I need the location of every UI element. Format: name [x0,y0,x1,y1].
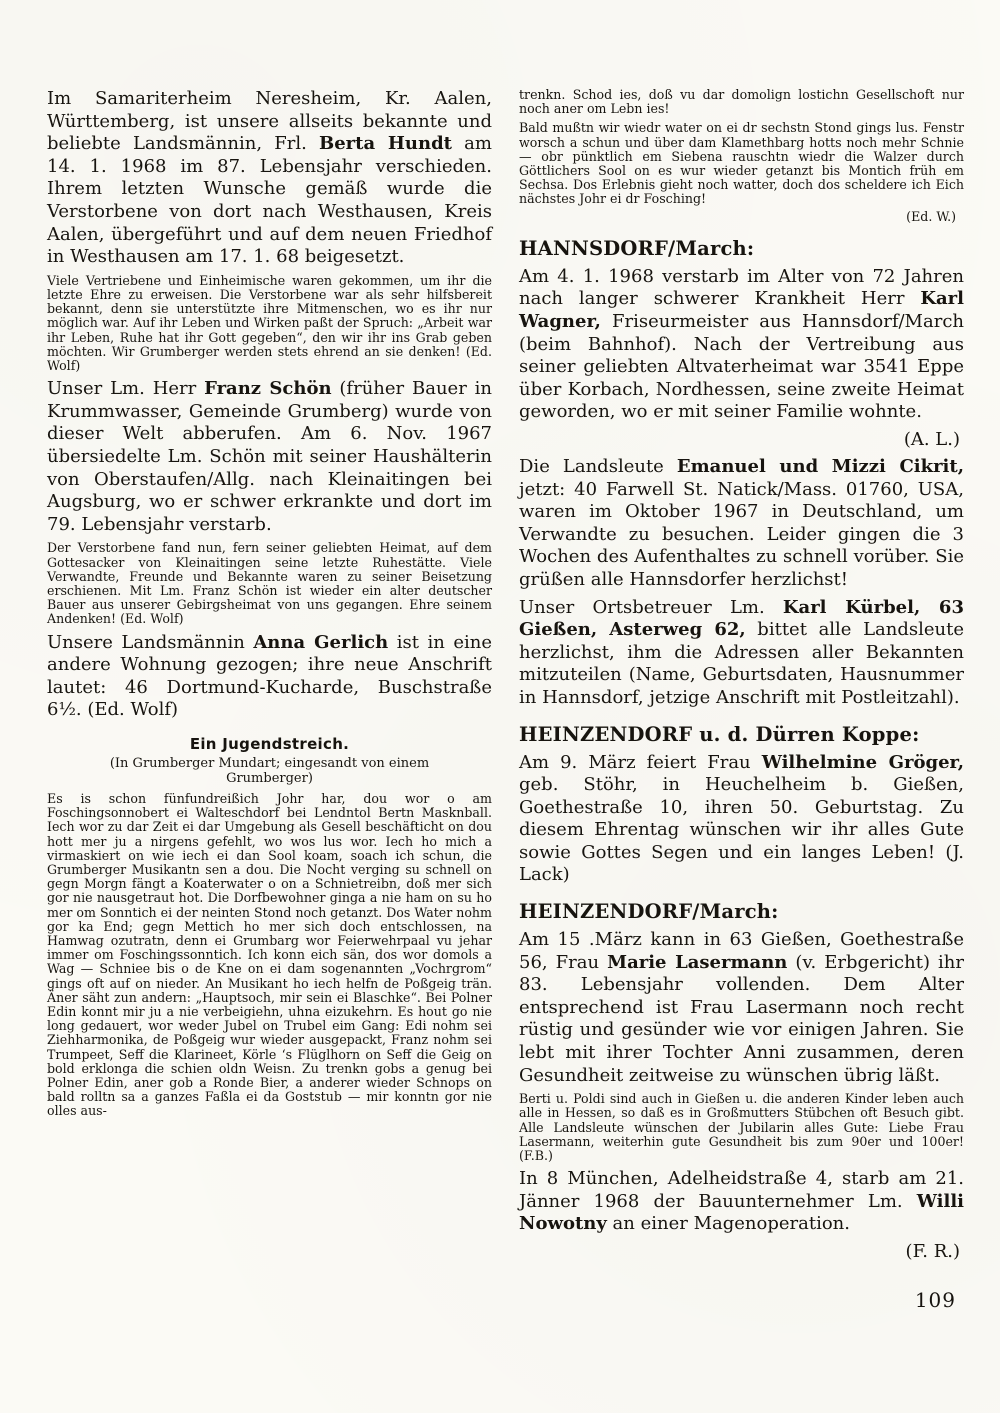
notice-groeger-text-pre: Am 9. März feiert Frau [519,751,762,773]
notice-groeger-text-post: geb. Stöhr, in Heuchelheim b. Gießen, Goethestraße 10, ihren 50. Geburtstag. Zu diesem Ehrentag wünschen wir ihr alles Gute sowie Gottes Segen und ein langes Leben! (J. Lack) [519,774,964,886]
person-name-lasermann: Marie Lasermann [607,951,788,973]
notice-lasermann-birthday [519,929,964,1087]
notice-anna-gerlich-text-post: ist in eine andere Wohnung gezogen; ihre neue Anschrift lautet: 46 Dortmund-Kucharde, Buschstraße 6½. (Ed. Wolf) [47,631,492,721]
notice-kuerbel-text-pre: Unser Ortsbetreuer Lm. [519,596,783,618]
obituary-berta-hundt-text-post: am 14. 1. 1968 im 87. Lebensjahr verschieden. Ihrem letzten Wunsche gemäß wurde die Verstorbene von dort nach Westhausen, Kreis Aalen, übergeführt und auf dem neuen Friedhof in Westhausen am 17. 1. 68 beigesetzt. [47,133,492,268]
story-continuation-1: trenkn. Schod ies, doß vu dar domolign lostichn Gesellschoft nur noch aner om Lebn ies! [519,87,964,117]
obituary-berta-hundt-note: Viele Vertriebene und Einheimische waren gekommen, um ihr die letzte Ehre zu erweisen. Die Verstorbene war als sehr hilfsbereit bekannt, denn sie unterstützte ihre Mitmenschen, wo es ihr nur möglich war. Auf ihr Leben und Wirken paßt der Spruch: „Arbeit war ihr Leben, Ruhe hat ihr Gott gegeben“, den wir ihr ins Grab geben möchten. Wir Grumberger werden stets ehrend an sie denken! (Ed. Wolf) [47,272,492,373]
right-column [519,88,964,1268]
left-column [47,88,492,1268]
section-heading-heinzendorf-march: HEINZENDORF/March: [519,900,779,924]
notice-lasermann-note: Berti u. Poldi sind auch in Gießen u. die anderen Kinder leben auch alle in Hessen, so daß es in Großmutters Stübchen oft Besuch gibt. Alle Landsleute wünschen der Jubilarin alles Gute: Liebe Frau Lasermann, weiterhin gute Gesundheit bis zum 90er und 100er! (F.B.) [519,1091,964,1164]
section-heading-hannsdorf: HANNSDORF/March: [519,236,755,260]
obituary-karl-wagner-text-pre: Am 4. 1. 1968 verstarb im Alter von 72 Jahren nach langer schwerer Krankheit Herr [519,265,964,310]
person-name-cikrit: Emanuel und Mizzi Cikrit, [676,455,964,477]
obituary-berta-hundt [47,88,492,269]
notice-anna-gerlich [47,632,492,722]
notice-cikrit-text-post: jetzt: 40 Farwell St. Natick/Mass. 01760, USA, waren im Oktober 1967 in Deutschland, um Verwandte zu besuchen. Leider gingen die 3 Wochen des Aufenthaltes zu schnell vorüber. Sie grüßen alle Hannsdorfer herzlichst! [519,478,964,590]
person-name-kuerbel: Karl Kürbel, 63 Gießen, Asterweg 62, [519,596,964,641]
section-heading-heinzendorf-koppe: HEINZENDORF u. d. Dürren Koppe: [519,722,920,746]
obituary-franz-schoen [47,378,492,536]
notice-anna-gerlich-text-pre: Unsere Landsmännin [47,631,254,653]
page-number: 109 [914,1288,956,1312]
person-name-groeger: Wilhelmine Gröger, [761,751,964,773]
story-continuation-2: Bald mußtn wir wiedr water on ei dr sechstn Stond gings lus. Fenstr worsch a schun und über dam Klamethbarg hotts noch mehr Schnie — obr pünktlich em Siebena rauschtn wiedr die Walzer durch Göttlichers Sool on es wur wieder getanzt bis Montich früh em Sechsa. Dos Erlebnis gieht noch watter, doch dos scheldere ich Eich nächstes Johr ei dr Fosching! [519,120,964,207]
obituary-karl-wagner [519,266,964,424]
person-name-berta-hundt: Berta Hundt [319,133,452,155]
obituary-franz-schoen-note: Der Verstorbene fand nun, fern seiner geliebten Heimat, auf dem Gottesacker von Kleinaitingen seine letzte Ruhestätte. Viele Verwandte, Freunde und Bekannte waren zu seiner Beisetzung erschienen. Mit Lm. Franz Schön ist wieder ein alter deutscher Bauer aus unserer Gebirgsheimat von uns gegangen. Ehre seinem Andenken! (Ed. Wolf) [47,540,492,627]
notice-lasermann-text-pre: Am 15 .März kann in 63 Gießen, Goethestraße 56, Frau [519,929,964,973]
notice-kuerbel-request [519,597,964,710]
notice-lasermann-text-post: (v. Erbgericht) ihr 83. Lebensjahr vollenden. Dem Alter entsprechend ist Frau Lasermann noch recht rüstig und gesünder wie vor einigen Jahren. Sie lebt mit ihrer Tochter Anni zusammen, deren Gesundheit zeitweise zu wünschen übrig läßt. [519,951,964,1086]
person-name-franz-schoen: Franz Schön [204,378,332,400]
obituary-karl-wagner-text-post: Friseurmeister aus Hannsdorf/March (beim Bahnhof). Nach der Vertreibung aus seiner geliebten Altvaterheimat war 3541 Eppe über Korbach, Nordhessen, seine zweite Heimat geworden, wo er mit seiner Familie wohnte. [519,311,964,423]
person-name-karl-wagner: Karl Wagner, [519,288,964,333]
notice-kuerbel-text-post: bittet alle Landsleute herzlichst, ihm die Adressen aller Bekannten mitzuteilen (Name, Geburtsdaten, Hausnummer in Hannsdorf, jetzige Anschrift mit Postleitzahl). [519,619,965,708]
wagner-signature: (A. L.) [903,428,960,450]
person-name-nowotny: Willi Nowotny [519,1190,964,1235]
story-subtitle: (In Grumberger Mundart; eingesandt von einem Grumberger) [109,755,430,787]
obituary-willi-nowotny [519,1168,964,1236]
notice-cikrit-text-pre: Die Landsleute [519,455,677,477]
story-signature: (Ed. W.) [906,208,956,224]
nowotny-signature: (F. R.) [905,1241,960,1263]
notice-groeger-birthday [519,752,964,888]
story-body-dialect: Es is schon fünfundreißich Johr har, dou wor o am Foschingsonnobert ei Walteschdorf bei Lendntol Bertn Masknball. Iech wor zu dar Zeit ei dar Umgebung als Gesell beschäfticht on dou hott mer ju a nirgens gefehlt, wo wos lus wor. Iech ho mich a virmaskiert on wie iech ei dan Sool koam, soach ich schun, die Grumberger Musikantn sen a dou. Die Nocht verging su schnell on gegn Morgn fängt a Koaterwater o on a Schnietreibn, doß mer sich gor nie nausgetraut hot. Die Dorfbewohner ginga a nie ham on su ho mer om Sonntich ei der neinten Stond noch getanzt. Dos Water nohm gor ka End; gegn Mettich ho mer sich doch entschlossen, na Hamwag ozutratn, denn ei Grumbarg wor Feierwehrpaal vu jehar immer om Foschingssonntich. Ich konn eich sän, dos wor domols a Wag — Schniee bis o de Kne on ei dam sogenannten „Vochrgrom“ gings oft auf on nieder. An Musikant ho iech helfn de Poßgeig trän. Äner säht zun andern: „Hauptsoch, mir sein ei Blaschke“. Bei Polner Edin konnt mir ju a nie verbeigiehn, uhna eizukehrn. Es hout go nie long gedauert, wor weder Jubel on Trubel eim Gang: Edi nohm sei Ziehharmonika, de Poßgeig wur wieder ausgepackt, Franz nohm sei Trumpeet, Seff die Klarineet, Körle ‘s Flüglhorn on Seff die Geig on bold erklonga die schien oldn Weisn. Zu trenkn gobs a genug bei Polner Edin, aner gob a Ronde Bier, a anderer wieder Schnops on bald rolltn sa a ganzes Faßla ei da Goststub — mir konntn gor nie olles aus- [47,790,492,1119]
notice-cikrit-visit [519,456,964,592]
obituary-berta-hundt-text-pre: Im Samariterheim Neresheim, Kr. Aalen, Württemberg, ist unsere allseits bekannte und beliebte Landsmännin, Frl. [47,88,492,155]
story-title: Ein Jugendstreich. [189,734,350,753]
obituary-nowotny-text-pre: In 8 München, Adelheidstraße 4, starb am 21. Jänner 1968 der Bauunternehmer Lm. [519,1168,964,1212]
obituary-franz-schoen-text-pre: Unser Lm. Herr [47,378,205,400]
person-name-anna-gerlich: Anna Gerlich [253,631,389,653]
obituary-nowotny-text-post: an einer Magenoperation. [606,1213,850,1235]
obituary-franz-schoen-text-post: (früher Bauer in Krummwasser, Gemeinde Grumberg) wurde von dieser Welt abberufen. Am 6. Nov. 1967 übersiedelte Lm. Schön mit seiner Haushälterin von Oberstaufen/Allg. nach Kleinaitingen bei Augsburg, wo er schwer erkrankte und dort im 79. Lebensjahr verstarb. [47,378,492,535]
